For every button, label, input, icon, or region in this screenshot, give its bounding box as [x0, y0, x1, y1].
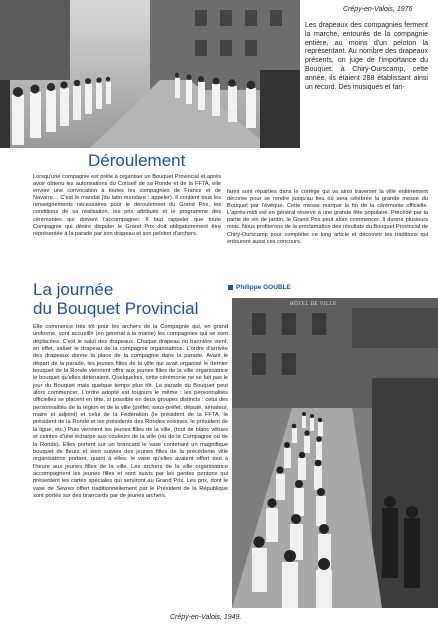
square-bullet-icon	[228, 285, 233, 290]
deroulement-right-text: fares sont réparties dans le cortège qui va ainsi traverser la ville entièrement décorée pour se rendre jusqu'au lieu où sera célébrée la grande messe du Bouquet par l'évêque. Cette messe marque la fin de la cérémonie officielle. L'après-midi est en général réservé à une grande fête populaire. Précédé par la partie de vin de jardin, le Grand Prix peut alors commencer. Il durera plusieurs mois. Nous profiterons de la proclamation des résultats du Bouquet Provincial de Chiry-Ourscamp pour compléter ce long article et découvrir les traditions qui entourent aussi ces concours.	[227, 189, 428, 245]
section-title-line2: du Bouquet Provincial	[33, 299, 199, 318]
top-parade-photo	[0, 0, 300, 148]
section-title-deroulement: Déroulement	[88, 151, 186, 170]
deroulement-left-text: Lorsqu'une compagnie est prête à organiser un Bouquet Provincial et après avoir obtenu les autorisations du Conseil de sa Ronde et de la FFTA, elle envoie une convocation à toutes les compagnies de France et de Navarre… C'est le mandat (du latin mandare : appeler). Il contient tous les renseignements nécessaires pour le déroulement du Grand Prix, les conditions de sa réalisation, les prix attribués et le programme des cérémonies qui doivent l'accompagner. Il faut rappeler que toute Compagnie qui désire disputer le Grand Prix doit obligatoirement être représentée à la parade par son drapeau et son peloton d'archers.	[33, 174, 221, 237]
side-column-text: Les drapeaux des compagnies ferment la marche, entourés de la compagnie entière, au moins d'un peloton la représentant. Au nombre des drapeaux présents, on juge de l'importance du Bouquet: à Chiry-Ourscamp, cette année, ils étaient 288 établissant ainsi un record. Des musiques et fan-	[305, 22, 428, 91]
building-sign: HÔTEL DE VILLE	[290, 302, 337, 307]
bottom-photo-caption: Crépy-en-Valois, 1949.	[170, 614, 242, 621]
section-title-line1: La journée	[33, 280, 114, 299]
bouquet-provincial-text: Elle commence très tôt pour les archers de la Compagnie qui, en grand uniforme, vont accueillir (en général à la mairie) les compagnies qui se sont déplacées. C'est le salut des drapeaux. Chaque drapeau ou bannière vient, en effet, saluer le drapeau de la compagnie organisatrice. L'ordre d'arrivée des drapeaux donne la place de la compagnie dans la parade. Avant le départ de la parade, les jeunes filles de la ville qui avait organisé le dernier bouquet de la Ronde viennent offrir aux jeunes filles de la ville organisatrice le bouquet qu'elles détenaient. Quelquefois, cette cérémonie ne se fait pas le jour du Bouquet mais quelque temps plus tôt. La parade du Bouquet peut alors commencer. L'ordre adopté est toujours le même : les personnalités officielles se placent en tête, si possible en deux groupes distincts : celui des personnalités de la région et de la ville (préfet, sous-préfet, député, sénateur, maire et adjoint) et celui de la Fédération (le président de la FFTA, le président de la Ronde et les présidents des Rondes voisines, le président de la ligue, etc.) Puis viennent les jeunes filles de la ville, (tout de blanc vêtues et ceintes d'une écharpe aux couleurs de la ville (ou de la Compagnie ou de la Ronde). Elles portent sur un brancard le vase contenant un magnifique bouquet de fleurs et sont suivies des jeunes filles de la précédente ville organisatrice portant, quant à elles, le vase qu'elles avaient offert tout à l'heure aux jeunes filles de la ville. Les archers de la ville organisatrice accompagnent les jeunes filles et sont suivis par les gardes pontons qui présentent les cartes spéciales qui serviront au Grand Prix. Les prix, dont le vase de Sèvres offert traditionnellement par le Président de la République sont portés sur des brancards par de jeunes archers.	[33, 324, 228, 499]
author-signature	[228, 284, 291, 291]
bottom-parade-photo	[232, 298, 438, 608]
author-name: Philippe GOUBLE	[236, 284, 291, 291]
top-photo-caption: Crépy-en-Valois, 1976	[343, 6, 413, 13]
